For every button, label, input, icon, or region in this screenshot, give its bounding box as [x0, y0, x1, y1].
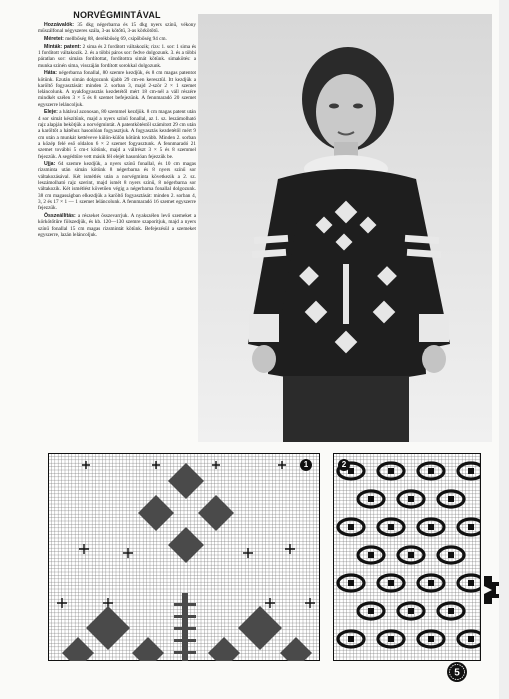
motif-center [348, 468, 354, 474]
motif-center [388, 468, 394, 474]
motif-center [468, 524, 474, 530]
chart-2-grid [333, 453, 481, 661]
paragraph-text: 35 dkg négerbarna és 15 dkg nyers színű, vékony műszálfonal négyszeres szála, 3-as kötőtű, 3-as körkötőtű. [38, 22, 196, 35]
motif-center [468, 636, 474, 642]
knitting-chart-1 [48, 453, 320, 661]
chart-number-badge: 1 [300, 459, 312, 471]
motif-center [408, 608, 414, 614]
paragraph-label: Eleje: [44, 109, 58, 116]
paragraph-text: négerbarna fonallal, 80 szemre kezdjük, és 8 cm magas patentot kötünk. Ezután simán dolgozunk újabb 29 cm-en keresztül. Itt kezdjük a karöltő fogyasztását: minden 2. sorban 3, majd 2-ször 2 × 1 szemet leláncolunk. A nyakfogyasztás kezdetétől mért 18 cm-nél a váll részére mindkét szélen 3 × 5 és 8 szemet befejezünk. A fennmaradó 20 szemet egyszerre leláncoljuk. [38, 70, 196, 108]
motif-center [428, 580, 434, 586]
motif-center [428, 468, 434, 474]
motif-branch [174, 651, 196, 654]
motif-center [408, 496, 414, 502]
motif-center [388, 636, 394, 642]
article-title: NORVÉGMINTÁVAL [73, 10, 161, 20]
paragraph-text: 2 sima és 2 fordított váltakozik; rizs: 1. sor: 1 sima és 1 fordított váltakozik. 2. és a többi páros sor: fedve dolgozunk. 3. és a többi páratlan sor: simára fordítottat, fordítottra simát kötünk. simakötés: a munka színén sima, visszáján fordított sorokkal dolgozunk. [38, 43, 196, 69]
paragraph-label: Minták: patent: [44, 43, 82, 50]
sweater-model-illustration [198, 14, 492, 442]
motif-branch [174, 639, 196, 642]
chart-1-grid [48, 453, 320, 661]
motif-center [348, 524, 354, 530]
paragraph [38, 70, 196, 108]
motif-center [468, 580, 474, 586]
page-number-badge [446, 661, 468, 683]
motif-center [388, 580, 394, 586]
motif-center [368, 496, 374, 502]
paragraph [38, 44, 196, 69]
page-edge [499, 0, 509, 699]
article-body [38, 22, 196, 238]
motif-center [388, 524, 394, 530]
paragraph [38, 161, 196, 211]
paragraph [38, 36, 196, 42]
chart-number-badge: 2 [338, 459, 350, 471]
article-text-column [38, 10, 196, 445]
motif-branch [174, 627, 196, 630]
motif-center [348, 580, 354, 586]
motif-center [408, 552, 414, 558]
paragraph [38, 109, 196, 159]
page-number: 5 [454, 667, 460, 679]
motif-center [428, 524, 434, 530]
paragraph-text: a hátával azonosan, 80 szemmel kezdjük. 8 cm magas patent után 4 sor simát készítünk, majd a nyers színű fonallal, az 1. sz. leszámolható rajz alapján bekötjük a norvégmintát. A patentkötéstől számított 29 cm után a karöltőt a hátéhoz hasonlóan fogyasztjuk. A fogyasztás kezdetétől mért 9 cm után a munkát kettéveve külön-külön kötünk tovább. Minden 2. sorban a közép felé eső oldalon 6 × 2 szemet fogyasztunk. A fennmaradó 21 szemet további 5 cm-t kötünk, majd a vállrészt 3 × 5 és 8 szemmel fejezzük. A segédtűre vett másik fél elejét hasonlóan fejezzük be. [38, 109, 196, 160]
paragraph [38, 213, 196, 238]
paragraph-label: Összeállítás: [44, 212, 76, 219]
paragraph-label: Méretei: [44, 35, 64, 42]
motif-center [468, 468, 474, 474]
motif-center [448, 496, 454, 502]
paragraph-text: mellbőség 88, derékbőség 69, csípőbőség 94 cm. [65, 35, 167, 42]
motif-branch [174, 603, 196, 606]
motif-center [448, 552, 454, 558]
motif-branch [174, 615, 196, 618]
paragraph-label: Ujja: [44, 161, 56, 168]
knitting-chart-2 [333, 453, 481, 661]
motif-center [348, 636, 354, 642]
paragraph-text: a részeket összevarrjuk. A nyakszélen levő szemeket a körkötőtűre fölszedjük, és kb. 120—130 szemre szaporítjuk, majd a nyers színű fonallal 15 cm magas rizsmintát kötünk. Befejezésül a szemeket egyszerre, lazán leláncoljuk. [38, 212, 196, 238]
paragraph [38, 22, 196, 35]
model-photo [198, 14, 492, 442]
motif-center [368, 608, 374, 614]
paragraph-label: Háta: [44, 70, 57, 77]
motif-center [448, 608, 454, 614]
motif-center [428, 636, 434, 642]
motif-center [368, 552, 374, 558]
paragraph-label: Hozzávalók: [44, 22, 74, 28]
paragraph-text: 64 szemre kezdjük, a nyers színű fonallal, és 10 cm magas rizsminta után simán kötünk 8 négerbarna és 8 nyers színű sor váltakozásával. Két ismétlés után a norvégminta következik a 2. sz. leszámolható rajz szerint, majd ismét 8 nyers színű, 8 négerbarna sor váltakozik. Két ismétlést követően végig a négerbarna fonallal dolgozunk. 38 cm magasságban elkezdjük a karöltő fogyasztását: minden 2. sorban 4, 3, 2 és 17 × 1 — 1 szemet leláncolunk. A fennmaradó 16 szemet egyszerre fejezzük. [38, 161, 196, 212]
